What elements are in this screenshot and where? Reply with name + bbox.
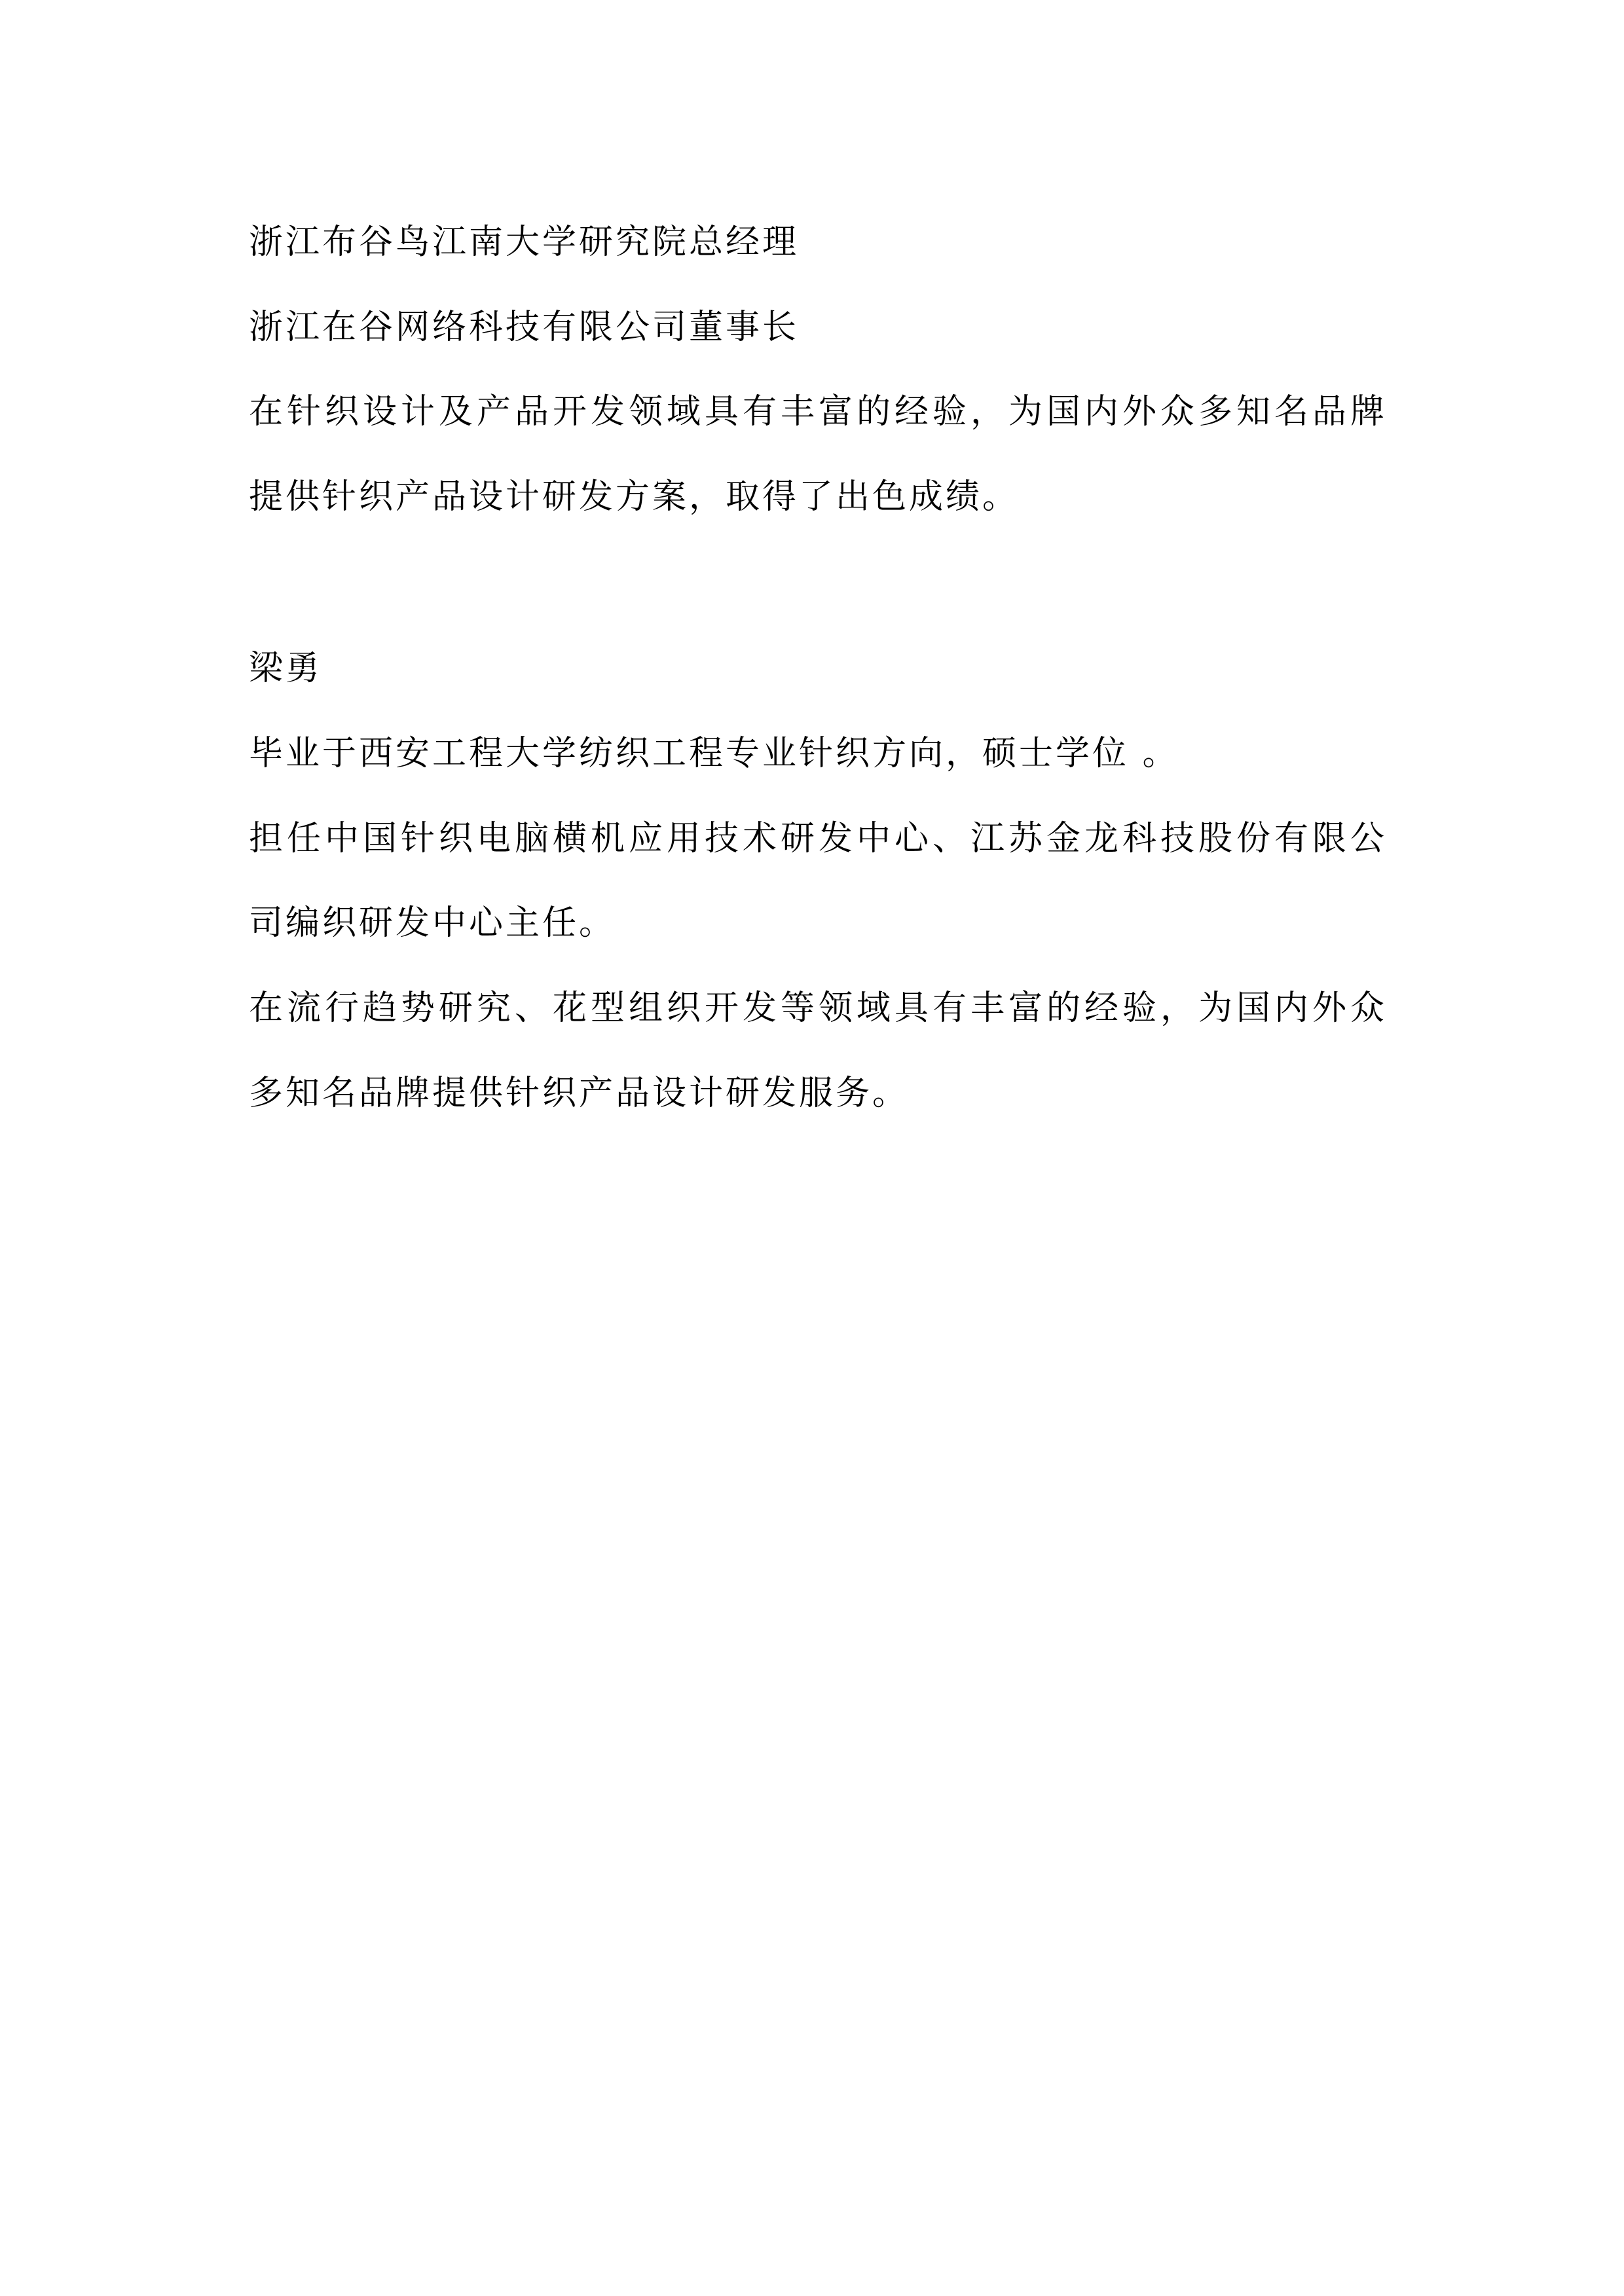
profile-2-name: 梁勇 xyxy=(249,649,323,688)
profile-1-line-2: 浙江在谷网络科技有限公司董事长 xyxy=(249,308,800,347)
profile-2-line-2: 担任中国针织电脑横机应用技术研发中心、江苏金龙科技股份有限公 xyxy=(249,819,1389,858)
profile-2-line-3: 司编织研发中心主任。 xyxy=(249,903,616,943)
profile-1-line-1: 浙江布谷鸟江南大学研究院总经理 xyxy=(249,223,800,262)
profile-1-line-3: 在针织设计及产品开发领域具有丰富的经验，为国内外众多知名品牌 xyxy=(249,392,1389,431)
profile-2-line-5: 多知名品牌提供针织产品设计研发服务。 xyxy=(249,1074,910,1113)
profile-1-line-4: 提供针织产品设计研发方案，取得了出色成绩。 xyxy=(249,477,1020,517)
profile-2-line-4: 在流行趋势研究、花型组织开发等领域具有丰富的经验，为国内外众 xyxy=(249,989,1389,1028)
profile-2-line-1: 毕业于西安工程大学纺织工程专业针织方向，硕士学位 。 xyxy=(249,734,1179,773)
